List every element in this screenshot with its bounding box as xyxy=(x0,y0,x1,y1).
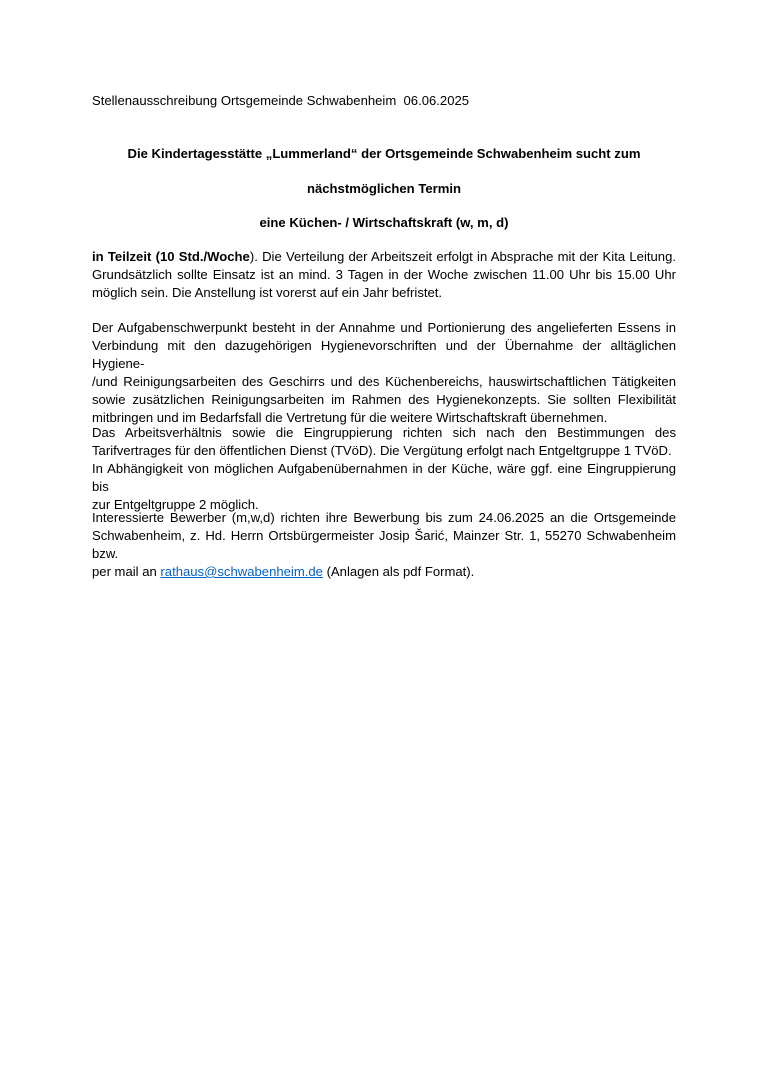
title-line-1: Die Kindertagesstätte „Lummerland“ der Ortsgemeinde Schwabenheim sucht zum xyxy=(127,146,641,161)
paragraph-line: Der Aufgabenschwerpunkt besteht in der Annahme und Portionierung des angelieferten Essens in xyxy=(92,320,676,335)
paragraph-application xyxy=(92,509,676,581)
paragraph-line: Verbindung mit den dazugehörigen Hygienevorschriften und der Übernahme der alltäglichen Hygiene- xyxy=(92,338,676,371)
posting-header: Stellenausschreibung Ortsgemeinde Schwabenheim 06.06.2025 xyxy=(92,93,470,108)
paragraph-line: Interessierte Bewerber (m,w,d) richten ihre Bewerbung bis zum 24.06.2025 an die Ortsgemeinde xyxy=(92,510,676,525)
paragraph-line: mitbringen und im Bedarfsfall die Vertretung für die weitere Wirtschaftskraft übernehmen. xyxy=(92,410,608,425)
title-line-2: nächstmöglichen Termin xyxy=(307,181,461,196)
paragraph-line: Grundsätzlich sollte Einsatz ist an mind. 3 Tagen in der Woche zwischen 11.00 Uhr bis 15.00 Uhr xyxy=(92,267,676,282)
paragraph-text: (Anlagen als pdf Format). xyxy=(322,564,475,579)
paragraph-line xyxy=(92,563,676,581)
paragraph-text: ). Die Verteilung der Arbeitszeit erfolgt in Absprache mit der Kita Leitung. xyxy=(249,249,676,264)
paragraph-line: In Abhängigkeit von möglichen Aufgabenübernahmen in der Küche, wäre ggf. eine Eingruppierung bis xyxy=(92,461,676,494)
paragraph-working-hours xyxy=(92,248,676,302)
paragraph-line: /und Reinigungsarbeiten des Geschirrs und des Küchenbereichs, hauswirtschaftlichen Tätigkeiten xyxy=(92,374,676,389)
paragraph-duties xyxy=(92,319,676,427)
part-time-label: in Teilzeit (10 Std./Woche xyxy=(92,249,250,264)
paragraph-line: sowie zusätzlichen Reinigungsarbeiten im Rahmen des Hygienekonzepts. Sie sollten Flexibilität xyxy=(92,392,676,407)
paragraph-line xyxy=(92,248,676,266)
email-link[interactable]: rathaus@schwabenheim.de xyxy=(160,564,323,579)
paragraph-line: Das Arbeitsverhältnis sowie die Eingruppierung richten sich nach den Bestimmungen des xyxy=(92,425,676,440)
paragraph-line: Schwabenheim, z. Hd. Herrn Ortsbürgermeister Josip Šarić, Mainzer Str. 1, 55270 Schwabenheim bzw. xyxy=(92,528,676,561)
title-line-3: eine Küchen- / Wirtschaftskraft (w, m, d) xyxy=(259,215,509,230)
paragraph-line: Tarifvertrages für den öffentlichen Dienst (TVöD). Die Vergütung erfolgt nach Entgeltgruppe 1 TVöD. xyxy=(92,443,672,458)
paragraph-line: zur Entgeltgruppe 2 möglich. xyxy=(92,497,259,512)
paragraph-salary xyxy=(92,424,676,514)
paragraph-line: möglich sein. Die Anstellung ist vorerst auf ein Jahr befristet. xyxy=(92,285,443,300)
paragraph-text: per mail an xyxy=(92,564,161,579)
